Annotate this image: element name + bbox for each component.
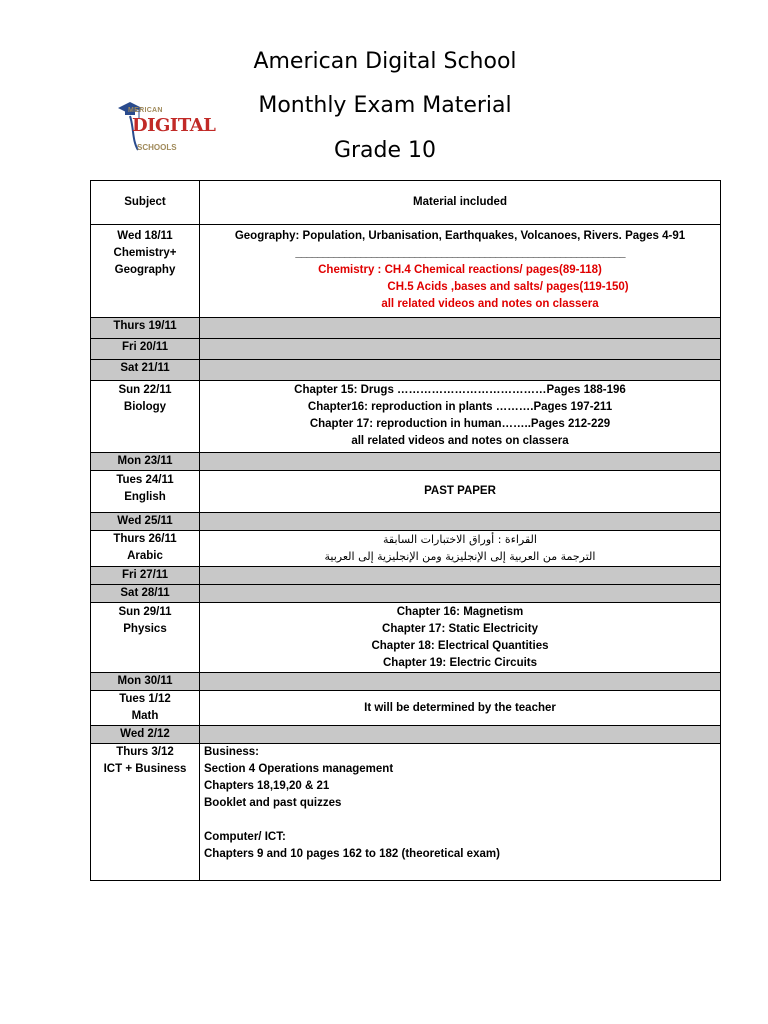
material-cell (200, 585, 721, 603)
material-line: Chapters 9 and 10 pages 162 to 182 (theoretical exam) (204, 848, 500, 860)
table-row (91, 225, 721, 318)
table-row (91, 603, 721, 673)
material-cell: PAST PAPER (200, 471, 721, 513)
exam-date: Sun 22/11 (118, 384, 172, 396)
grade-title: Grade 10 (333, 138, 437, 163)
subject-name: Arabic (127, 550, 163, 562)
table-row (91, 567, 721, 585)
material-cell (200, 318, 721, 339)
material-line: Chapter 19: Electric Circuits (382, 657, 538, 669)
exam-date: Mon 23/11 (91, 453, 200, 471)
subject-cell (91, 381, 200, 453)
subject-name: English (124, 491, 166, 503)
exam-schedule-table (90, 180, 721, 881)
table-header-row (91, 181, 721, 225)
logo-text-schools: SCHOOLS (137, 143, 177, 152)
exam-date: Fri 27/11 (91, 567, 200, 585)
logo-text-american: MERICAN (128, 107, 163, 114)
subject-name: Physics (123, 623, 167, 635)
exam-date: Mon 30/11 (91, 673, 200, 691)
table-row (91, 318, 721, 339)
material-line: Chapter 17: reproduction in human……..Pages 212-229 (309, 418, 611, 430)
subject-name: Math (131, 710, 159, 722)
material-cell: It will be determined by the teacher (200, 691, 721, 726)
table-row (91, 673, 721, 691)
material-cell (200, 225, 721, 318)
material-line: Chapter 17: Static Electricity (382, 623, 538, 635)
material-line: Chapter16: reproduction in plants ……….Pages 197-211 (307, 401, 613, 413)
subject-cell (91, 603, 200, 673)
material-cell (200, 531, 721, 567)
table-row (91, 691, 721, 726)
table-row (91, 744, 721, 881)
divider-line: _____________________________________________________________ (295, 247, 625, 259)
material-line: all related videos and notes on classera (351, 435, 569, 447)
material-line: Geography: Population, Urbanisation, Earthquakes, Volcanoes, Rivers. Pages 4-91 (234, 230, 686, 242)
table-row (91, 471, 721, 513)
material-line: Chapter 16: Magnetism (396, 606, 524, 618)
exam-date: Wed 2/12 (91, 726, 200, 744)
exam-date: Tues 24/11 (116, 474, 174, 486)
material-line: القراءة : أوراق الاختبارات السابقة (383, 533, 537, 546)
table-row (91, 531, 721, 567)
exam-date: Fri 20/11 (91, 339, 200, 360)
table-row (91, 360, 721, 381)
material-cell (200, 567, 721, 585)
subject-cell (91, 531, 200, 567)
subject-name: ICT + Business (103, 763, 187, 775)
logo-text-digital: DIGITAL (132, 115, 216, 136)
material-line: Chemistry : CH.4 Chemical reactions/ pages(89-118) (318, 264, 602, 276)
material-line: Computer/ ICT: (204, 831, 286, 843)
subject-name: Chemistry+ (113, 247, 177, 259)
exam-date: Thurs 19/11 (91, 318, 200, 339)
material-line: Section 4 Operations management (204, 763, 394, 775)
header-subject: Subject (91, 181, 200, 225)
exam-date: Wed 25/11 (91, 513, 200, 531)
material-line: all related videos and notes on classera (381, 298, 599, 310)
subject-cell (91, 471, 200, 513)
material-line: Business: (204, 746, 259, 758)
subject-name: Geography (114, 264, 176, 276)
exam-date: Thurs 3/12 (116, 746, 174, 758)
table-row (91, 453, 721, 471)
material-cell (200, 603, 721, 673)
material-cell (200, 453, 721, 471)
table-row (91, 339, 721, 360)
material-line: Chapter 15: Drugs …………………………………Pages 188-196 (294, 384, 626, 396)
subject-cell (91, 744, 200, 881)
header-material: Material included (200, 181, 721, 225)
table-row (91, 381, 721, 453)
subject-name: Biology (123, 401, 167, 413)
school-name: American Digital School (253, 49, 517, 74)
subject-cell (91, 225, 200, 318)
table-row (91, 585, 721, 603)
material-line: الترجمة من العربية إلى الإنجليزية ومن الإنجليزية إلى العربية (324, 550, 596, 563)
table-row (91, 513, 721, 531)
material-line: Chapter 18: Electrical Quantities (371, 640, 549, 652)
spacer (204, 812, 716, 829)
subject-cell (91, 691, 200, 726)
document-title: Monthly Exam Material (258, 93, 512, 118)
material-line: CH.5 Acids ,bases and salts/ pages(119-150) (387, 281, 629, 293)
material-line: Chapters 18,19,20 & 21 (204, 780, 330, 792)
material-cell (200, 744, 721, 881)
exam-date: Sun 29/11 (118, 606, 172, 618)
material-cell (200, 726, 721, 744)
table-row (91, 726, 721, 744)
material-cell (200, 339, 721, 360)
material-cell (200, 673, 721, 691)
exam-date: Wed 18/11 (117, 230, 173, 242)
material-cell (200, 513, 721, 531)
exam-date: Tues 1/12 (119, 693, 171, 705)
material-cell (200, 360, 721, 381)
material-line: Booklet and past quizzes (204, 797, 342, 809)
exam-date: Sat 28/11 (91, 585, 200, 603)
exam-date: Sat 21/11 (91, 360, 200, 381)
material-cell (200, 381, 721, 453)
exam-date: Thurs 26/11 (113, 533, 177, 545)
